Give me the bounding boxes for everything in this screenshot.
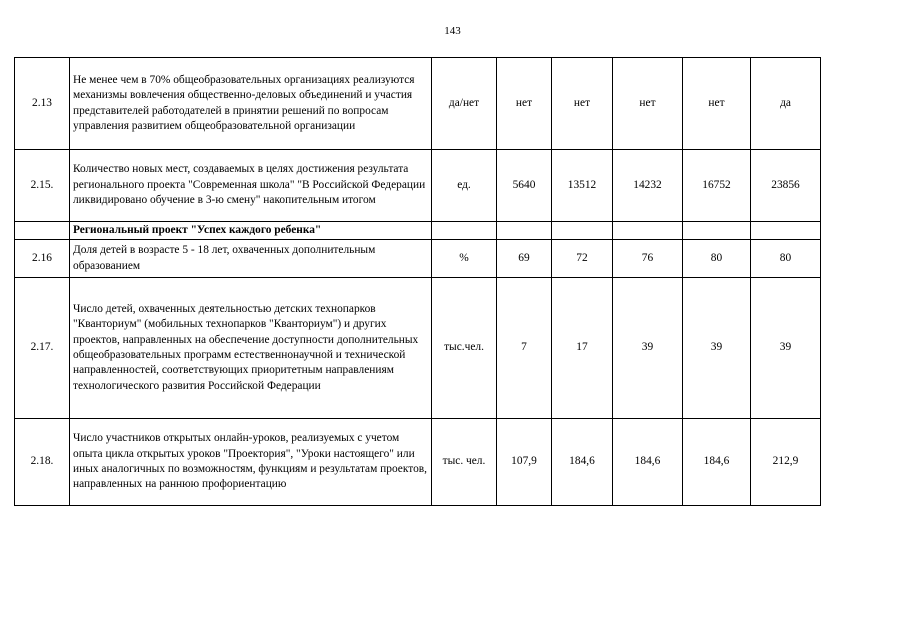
- unit-cell: ед.: [432, 150, 497, 222]
- value-cell-2: нет: [552, 58, 613, 150]
- indicator-name-cell: Количество новых мест, создаваемых в целях достижения результата регионального проекта "Современная школа" "В Российской Федерации ликвидировано обучение в 3-ю смену" накопительным итогом: [70, 150, 432, 222]
- value-cell-3: 39: [613, 278, 683, 419]
- value-cell-4: 39: [683, 278, 751, 419]
- value-cell-2: 184,6: [552, 419, 613, 506]
- table-row: [15, 278, 821, 419]
- value-cell-1: 107,9: [497, 419, 552, 506]
- value-cell-1: 69: [497, 240, 552, 278]
- row-number-cell: 2.16: [15, 240, 70, 278]
- value-cell-4: нет: [683, 58, 751, 150]
- table-row: [15, 150, 821, 222]
- indicator-name-cell: Доля детей в возрасте 5 - 18 лет, охваченных дополнительным образованием: [70, 240, 432, 278]
- row-number-cell: 2.17.: [15, 278, 70, 419]
- row-number-cell: 2.18.: [15, 419, 70, 506]
- value-cell-5: 212,9: [751, 419, 821, 506]
- table-row: [15, 240, 821, 278]
- page-number: 143: [444, 25, 461, 37]
- value-cell-2: 17: [552, 278, 613, 419]
- indicator-name-cell: Не менее чем в 70% общеобразовательных организациях реализуются механизмы вовлечения общественно-деловых объединений и участия представителей работодателей в принятии решений по вопросам управления развитием общеобразовательной организации: [70, 58, 432, 150]
- value-cell-5: 80: [751, 240, 821, 278]
- unit-cell: [432, 222, 497, 240]
- value-cell-3: 184,6: [613, 419, 683, 506]
- indicators-table: [14, 57, 821, 506]
- value-cell-1: [497, 222, 552, 240]
- value-cell-4: 16752: [683, 150, 751, 222]
- section-row: [15, 222, 821, 240]
- unit-cell: %: [432, 240, 497, 278]
- table-row: [15, 419, 821, 506]
- value-cell-3: 76: [613, 240, 683, 278]
- value-cell-3: [613, 222, 683, 240]
- value-cell-1: нет: [497, 58, 552, 150]
- value-cell-2: 13512: [552, 150, 613, 222]
- indicator-name-cell: Число участников открытых онлайн-уроков, реализуемых с учетом опыта цикла открытых уроков "Проектория", "Уроки настоящего" или иных аналогичных по возможностям, функциям и результатам проектов, направленных на раннюю профориентацию: [70, 419, 432, 506]
- row-number-cell: 2.15.: [15, 150, 70, 222]
- value-cell-2: [552, 222, 613, 240]
- value-cell-2: 72: [552, 240, 613, 278]
- value-cell-1: 5640: [497, 150, 552, 222]
- value-cell-4: 184,6: [683, 419, 751, 506]
- value-cell-4: 80: [683, 240, 751, 278]
- row-number-cell: [15, 222, 70, 240]
- unit-cell: да/нет: [432, 58, 497, 150]
- value-cell-1: 7: [497, 278, 552, 419]
- value-cell-5: да: [751, 58, 821, 150]
- unit-cell: тыс. чел.: [432, 419, 497, 506]
- value-cell-3: нет: [613, 58, 683, 150]
- value-cell-5: 23856: [751, 150, 821, 222]
- row-number-cell: 2.13: [15, 58, 70, 150]
- table-row: [15, 58, 821, 150]
- indicator-name-cell: Число детей, охваченных деятельностью детских технопарков "Кванториум" (мобильных технопарков "Кванториум") и других проектов, направленных на обеспечение доступности дополнительных общеобразовательных программ естественнонаучной и технической направленностей, соответствующих приоритетным направлениям технологического развития Российской Федерации: [70, 278, 432, 419]
- value-cell-5: [751, 222, 821, 240]
- value-cell-4: [683, 222, 751, 240]
- value-cell-3: 14232: [613, 150, 683, 222]
- unit-cell: тыс.чел.: [432, 278, 497, 419]
- section-title-cell: Региональный проект "Успех каждого ребенка": [70, 222, 432, 240]
- value-cell-5: 39: [751, 278, 821, 419]
